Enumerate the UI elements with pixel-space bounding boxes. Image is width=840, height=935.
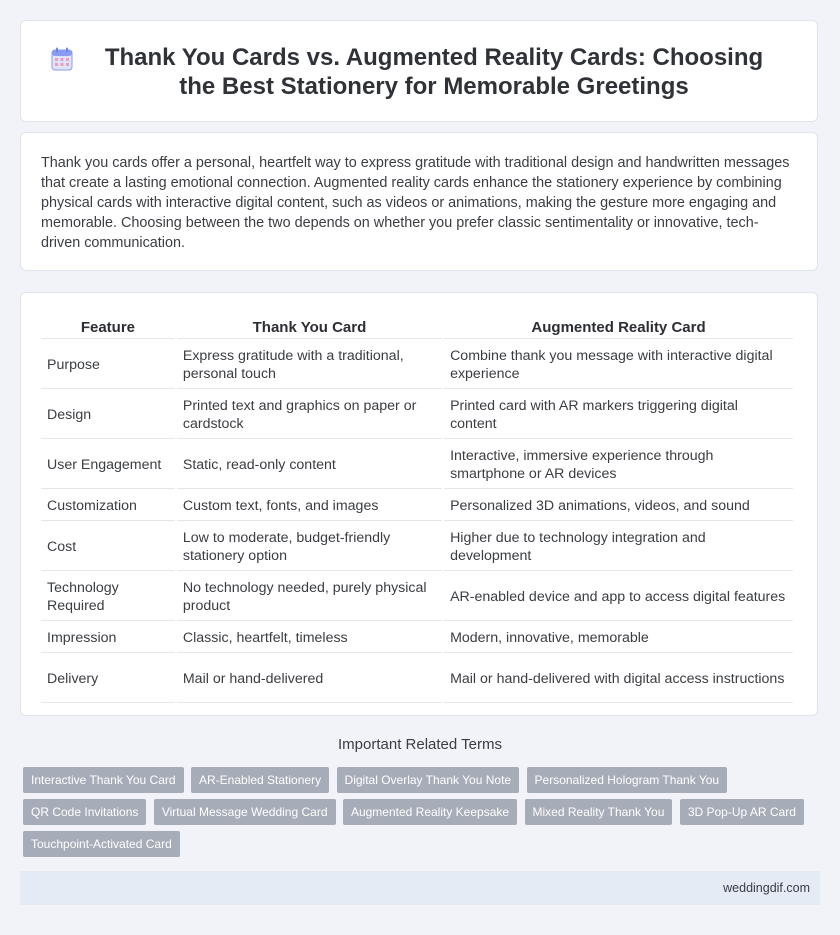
footer xyxy=(20,871,820,905)
related-terms-heading: Important Related Terms xyxy=(338,736,502,753)
related-term-tag[interactable]: Interactive Thank You Card xyxy=(23,767,184,793)
ar-card-cell: Interactive, immersive experience through smartphone or AR devices xyxy=(444,441,793,489)
footer-site-name[interactable]: weddingdif.com xyxy=(723,881,810,895)
table-row xyxy=(41,573,793,621)
column-header-feature: Feature xyxy=(41,315,175,339)
thank-you-card-cell: Classic, heartfelt, timeless xyxy=(177,623,442,653)
intro-paragraph: Thank you cards offer a personal, heartfelt way to express gratitude with traditional design and handwritten messages that create a lasting emotional connection. Augmented reality cards enhance the stationery experience by combining physical cards with interactive digital content, such as videos or animations, making the gesture more engaging and memorable. Choosing between the two depends on whether you prefer classic sentimentality or innovative, tech-driven communication. xyxy=(41,155,790,251)
thank-you-card-cell: Mail or hand-delivered xyxy=(177,655,442,703)
comparison-table xyxy=(39,313,795,705)
feature-cell: User Engagement xyxy=(41,441,175,489)
ar-card-cell: Personalized 3D animations, videos, and sound xyxy=(444,491,793,521)
feature-cell: Technology Required xyxy=(41,573,175,621)
feature-cell: Customization xyxy=(41,491,175,521)
thank-you-card-cell: No technology needed, purely physical product xyxy=(177,573,442,621)
feature-cell: Purpose xyxy=(41,341,175,389)
related-term-tag[interactable]: Virtual Message Wedding Card xyxy=(154,799,336,825)
table-row xyxy=(41,441,793,489)
page-title: Thank You Cards vs. Augmented Reality Cards: Choosing the Best Stationery for Memorable Greetings xyxy=(104,44,764,100)
header-card xyxy=(20,20,818,122)
related-term-tag[interactable]: 3D Pop-Up AR Card xyxy=(680,799,804,825)
ar-card-cell: Combine thank you message with interactive digital experience xyxy=(444,341,793,389)
ar-card-cell: Mail or hand-delivered with digital access instructions xyxy=(444,655,793,703)
thank-you-card-cell: Express gratitude with a traditional, personal touch xyxy=(177,341,442,389)
feature-cell: Cost xyxy=(41,523,175,571)
table-row xyxy=(41,655,793,703)
thank-you-card-cell: Low to moderate, budget-friendly stationery option xyxy=(177,523,442,571)
ar-card-cell: Printed card with AR markers triggering digital content xyxy=(444,391,793,439)
related-term-tag[interactable]: AR-Enabled Stationery xyxy=(191,767,329,793)
ar-card-cell: AR-enabled device and app to access digital features xyxy=(444,573,793,621)
related-term-tag[interactable]: Digital Overlay Thank You Note xyxy=(337,767,520,793)
ar-card-cell: Higher due to technology integration and development xyxy=(444,523,793,571)
feature-cell: Delivery xyxy=(41,655,175,703)
feature-cell: Design xyxy=(41,391,175,439)
intro-card xyxy=(20,132,818,271)
table-row xyxy=(41,523,793,571)
feature-cell: Impression xyxy=(41,623,175,653)
table-header-row xyxy=(41,315,793,339)
related-term-tag[interactable]: Mixed Reality Thank You xyxy=(525,799,673,825)
thank-you-card-cell: Custom text, fonts, and images xyxy=(177,491,442,521)
thank-you-card-cell: Printed text and graphics on paper or cardstock xyxy=(177,391,442,439)
thank-you-card-cell: Static, read-only content xyxy=(177,441,442,489)
table-row xyxy=(41,491,793,521)
related-term-tag[interactable]: Personalized Hologram Thank You xyxy=(527,767,728,793)
table-row xyxy=(41,341,793,389)
ar-card-cell: Modern, innovative, memorable xyxy=(444,623,793,653)
related-term-tag[interactable]: Touchpoint-Activated Card xyxy=(23,831,180,857)
column-header-ar-card: Augmented Reality Card xyxy=(444,315,793,339)
comparison-card xyxy=(20,292,818,716)
table-row xyxy=(41,623,793,653)
column-header-thank-you-card: Thank You Card xyxy=(177,315,442,339)
related-terms-list xyxy=(23,767,813,863)
related-term-tag[interactable]: Augmented Reality Keepsake xyxy=(343,799,517,825)
related-term-tag[interactable]: QR Code Invitations xyxy=(23,799,146,825)
table-row xyxy=(41,391,793,439)
